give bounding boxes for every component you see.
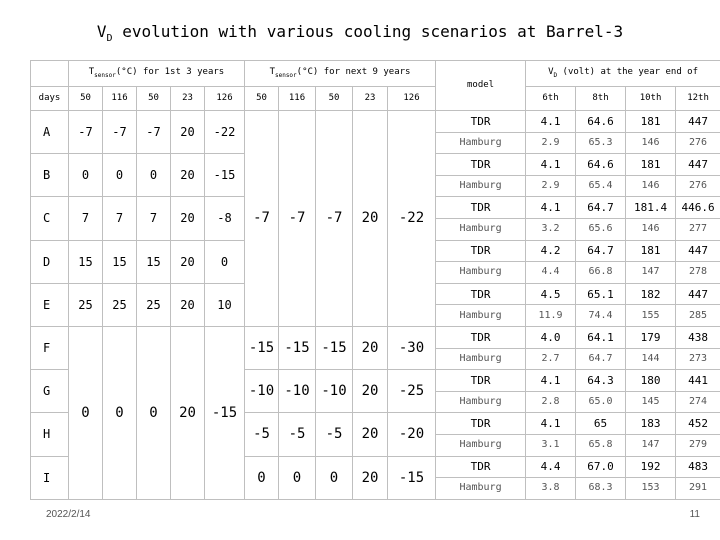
next-period-value: -5 xyxy=(245,413,279,456)
first-period-value: -7 xyxy=(69,111,103,154)
first-period-value: 10 xyxy=(205,283,245,326)
vd-value: 11.9 xyxy=(526,305,576,327)
vd-value: 285 xyxy=(676,305,720,327)
first-period-value: -7 xyxy=(137,111,171,154)
vd-value: 4.2 xyxy=(526,240,576,262)
cooling-scenario-table xyxy=(30,60,720,500)
vd-value: 4.1 xyxy=(526,370,576,392)
vd-value: 4.1 xyxy=(526,197,576,219)
next-period-value: 20 xyxy=(353,370,388,413)
first-period-shared-value: -15 xyxy=(205,326,245,499)
scenario-label: A xyxy=(31,111,69,154)
vd-value: 64.7 xyxy=(576,197,626,219)
vd-value: 3.1 xyxy=(526,434,576,456)
header-year: 12th xyxy=(676,87,720,111)
scenario-label: I xyxy=(31,456,69,499)
vd-value: 276 xyxy=(676,132,720,154)
model-name: Hamburg xyxy=(436,218,526,240)
vd-value: 146 xyxy=(626,175,676,197)
vd-value: 277 xyxy=(676,218,720,240)
vd-value: 65.3 xyxy=(576,132,626,154)
vd-value: 146 xyxy=(626,132,676,154)
first-period-value: 20 xyxy=(171,154,205,197)
header-days: 23 xyxy=(353,87,388,111)
first-period-value: 15 xyxy=(69,240,103,283)
next-period-value: 20 xyxy=(353,413,388,456)
model-name: TDR xyxy=(436,154,526,176)
next-period-value: -15 xyxy=(388,456,436,499)
vd-value: 182 xyxy=(626,283,676,305)
first-period-value: 0 xyxy=(137,154,171,197)
vd-value: 4.0 xyxy=(526,326,576,348)
model-name: TDR xyxy=(436,413,526,435)
scenario-label: G xyxy=(31,370,69,413)
first-period-shared-value: 0 xyxy=(69,326,103,499)
next-period-value: -10 xyxy=(316,370,353,413)
header-model: model xyxy=(436,61,526,111)
next-period-value: -15 xyxy=(245,326,279,369)
scenario-label: F xyxy=(31,326,69,369)
next-period-value: -20 xyxy=(388,413,436,456)
vd-value: 438 xyxy=(676,326,720,348)
header-days: 50 xyxy=(316,87,353,111)
vd-value: 2.8 xyxy=(526,391,576,413)
next-period-shared-value: -7 xyxy=(316,111,353,327)
next-period-value: -15 xyxy=(279,326,316,369)
vd-value: 64.3 xyxy=(576,370,626,392)
vd-value: 447 xyxy=(676,283,720,305)
first-period-value: 15 xyxy=(137,240,171,283)
vd-value: 276 xyxy=(676,175,720,197)
vd-value: 483 xyxy=(676,456,720,478)
model-name: Hamburg xyxy=(436,478,526,500)
vd-value: 447 xyxy=(676,240,720,262)
next-period-shared-value: -7 xyxy=(245,111,279,327)
vd-value: 65.0 xyxy=(576,391,626,413)
vd-value: 3.2 xyxy=(526,218,576,240)
header-first-3-years: $T_{sensor}(^\circ C)$ for 1st 3 years xyxy=(69,61,245,87)
first-period-shared-value: 0 xyxy=(103,326,137,499)
vd-value: 65.6 xyxy=(576,218,626,240)
vd-value: 2.9 xyxy=(526,175,576,197)
vd-value: 64.6 xyxy=(576,154,626,176)
vd-value: 155 xyxy=(626,305,676,327)
vd-value: 144 xyxy=(626,348,676,370)
next-period-value: 20 xyxy=(353,456,388,499)
vd-value: 183 xyxy=(626,413,676,435)
first-period-value: 20 xyxy=(171,240,205,283)
vd-value: 452 xyxy=(676,413,720,435)
vd-value: 2.9 xyxy=(526,132,576,154)
model-name: Hamburg xyxy=(436,348,526,370)
vd-value: 64.1 xyxy=(576,326,626,348)
first-period-value: -15 xyxy=(205,154,245,197)
first-period-shared-value: 0 xyxy=(137,326,171,499)
vd-value: 441 xyxy=(676,370,720,392)
vd-value: 446.6 xyxy=(676,197,720,219)
vd-value: 4.4 xyxy=(526,262,576,284)
model-name: TDR xyxy=(436,197,526,219)
vd-value: 291 xyxy=(676,478,720,500)
first-period-value: 7 xyxy=(69,197,103,240)
header-days: 126 xyxy=(205,87,245,111)
vd-value: 4.1 xyxy=(526,111,576,133)
next-period-value: -30 xyxy=(388,326,436,369)
first-period-value: 20 xyxy=(171,283,205,326)
slide-date: 2022/2/14 xyxy=(46,509,91,520)
model-name: TDR xyxy=(436,283,526,305)
next-period-value: -10 xyxy=(279,370,316,413)
vd-value: 2.7 xyxy=(526,348,576,370)
first-period-value: 7 xyxy=(137,197,171,240)
vd-value: 274 xyxy=(676,391,720,413)
next-period-value: -10 xyxy=(245,370,279,413)
next-period-value: -5 xyxy=(316,413,353,456)
vd-value: 181 xyxy=(626,111,676,133)
vd-value: 273 xyxy=(676,348,720,370)
first-period-value: 0 xyxy=(205,240,245,283)
vd-value: 65.1 xyxy=(576,283,626,305)
slide-page-number: 11 xyxy=(689,509,700,520)
scenario-label: H xyxy=(31,413,69,456)
first-period-value: -7 xyxy=(103,111,137,154)
vd-value: 181.4 xyxy=(626,197,676,219)
vd-value: 146 xyxy=(626,218,676,240)
vd-value: 447 xyxy=(676,111,720,133)
model-name: TDR xyxy=(436,370,526,392)
model-name: Hamburg xyxy=(436,132,526,154)
vd-value: 68.3 xyxy=(576,478,626,500)
vd-value: 279 xyxy=(676,434,720,456)
header-days: 116 xyxy=(103,87,137,111)
next-period-value: -15 xyxy=(316,326,353,369)
model-name: TDR xyxy=(436,456,526,478)
vd-value: 67.0 xyxy=(576,456,626,478)
vd-value: 147 xyxy=(626,262,676,284)
header-days: 50 xyxy=(137,87,171,111)
vd-value: 153 xyxy=(626,478,676,500)
slide-title: $V_D$ evolution with various cooling scenarios at Barrel-3 xyxy=(96,22,624,45)
vd-value: 147 xyxy=(626,434,676,456)
model-name: TDR xyxy=(436,326,526,348)
next-period-shared-value: -7 xyxy=(279,111,316,327)
vd-value: 64.6 xyxy=(576,111,626,133)
model-name: Hamburg xyxy=(436,305,526,327)
header-days: 50 xyxy=(245,87,279,111)
model-name: Hamburg xyxy=(436,175,526,197)
header-days-label: days xyxy=(31,87,69,111)
header-days: 23 xyxy=(171,87,205,111)
vd-value: 192 xyxy=(626,456,676,478)
first-period-value: -8 xyxy=(205,197,245,240)
scenario-label: C xyxy=(31,197,69,240)
model-name: Hamburg xyxy=(436,262,526,284)
vd-value: 278 xyxy=(676,262,720,284)
first-period-value: 7 xyxy=(103,197,137,240)
vd-value: 447 xyxy=(676,154,720,176)
vd-value: 74.4 xyxy=(576,305,626,327)
model-name: Hamburg xyxy=(436,391,526,413)
first-period-value: 15 xyxy=(103,240,137,283)
next-period-value: 0 xyxy=(245,456,279,499)
vd-value: 65 xyxy=(576,413,626,435)
model-name: TDR xyxy=(436,240,526,262)
vd-value: 3.8 xyxy=(526,478,576,500)
header-year: 10th xyxy=(626,87,676,111)
vd-value: 4.1 xyxy=(526,154,576,176)
model-name: Hamburg xyxy=(436,434,526,456)
next-period-value: -5 xyxy=(279,413,316,456)
vd-value: 180 xyxy=(626,370,676,392)
model-name: TDR xyxy=(436,111,526,133)
first-period-shared-value: 20 xyxy=(171,326,205,499)
vd-value: 4.4 xyxy=(526,456,576,478)
vd-value: 64.7 xyxy=(576,348,626,370)
scenario-label: D xyxy=(31,240,69,283)
header-vd: $V_D$ (volt) at the year end of xyxy=(526,61,720,87)
first-period-value: 0 xyxy=(69,154,103,197)
header-days: 126 xyxy=(388,87,436,111)
first-period-value: 25 xyxy=(137,283,171,326)
vd-value: 145 xyxy=(626,391,676,413)
next-period-shared-value: 20 xyxy=(353,111,388,327)
vd-value: 181 xyxy=(626,240,676,262)
first-period-value: -22 xyxy=(205,111,245,154)
vd-value: 66.8 xyxy=(576,262,626,284)
first-period-value: 25 xyxy=(69,283,103,326)
next-period-value: 20 xyxy=(353,326,388,369)
vd-value: 65.4 xyxy=(576,175,626,197)
vd-value: 65.8 xyxy=(576,434,626,456)
header-year: 6th xyxy=(526,87,576,111)
next-period-shared-value: -22 xyxy=(388,111,436,327)
vd-value: 64.7 xyxy=(576,240,626,262)
first-period-value: 25 xyxy=(103,283,137,326)
header-days: 116 xyxy=(279,87,316,111)
header-days: 50 xyxy=(69,87,103,111)
scenario-label: B xyxy=(31,154,69,197)
vd-value: 179 xyxy=(626,326,676,348)
vd-value: 181 xyxy=(626,154,676,176)
header-year: 8th xyxy=(576,87,626,111)
first-period-value: 0 xyxy=(103,154,137,197)
next-period-value: -25 xyxy=(388,370,436,413)
header-blank xyxy=(31,61,69,87)
vd-value: 4.1 xyxy=(526,413,576,435)
next-period-value: 0 xyxy=(316,456,353,499)
vd-value: 4.5 xyxy=(526,283,576,305)
header-next-9-years: $T_{sensor}(^\circ C)$ for next 9 years xyxy=(245,61,436,87)
scenario-label: E xyxy=(31,283,69,326)
first-period-value: 20 xyxy=(171,197,205,240)
first-period-value: 20 xyxy=(171,111,205,154)
next-period-value: 0 xyxy=(279,456,316,499)
